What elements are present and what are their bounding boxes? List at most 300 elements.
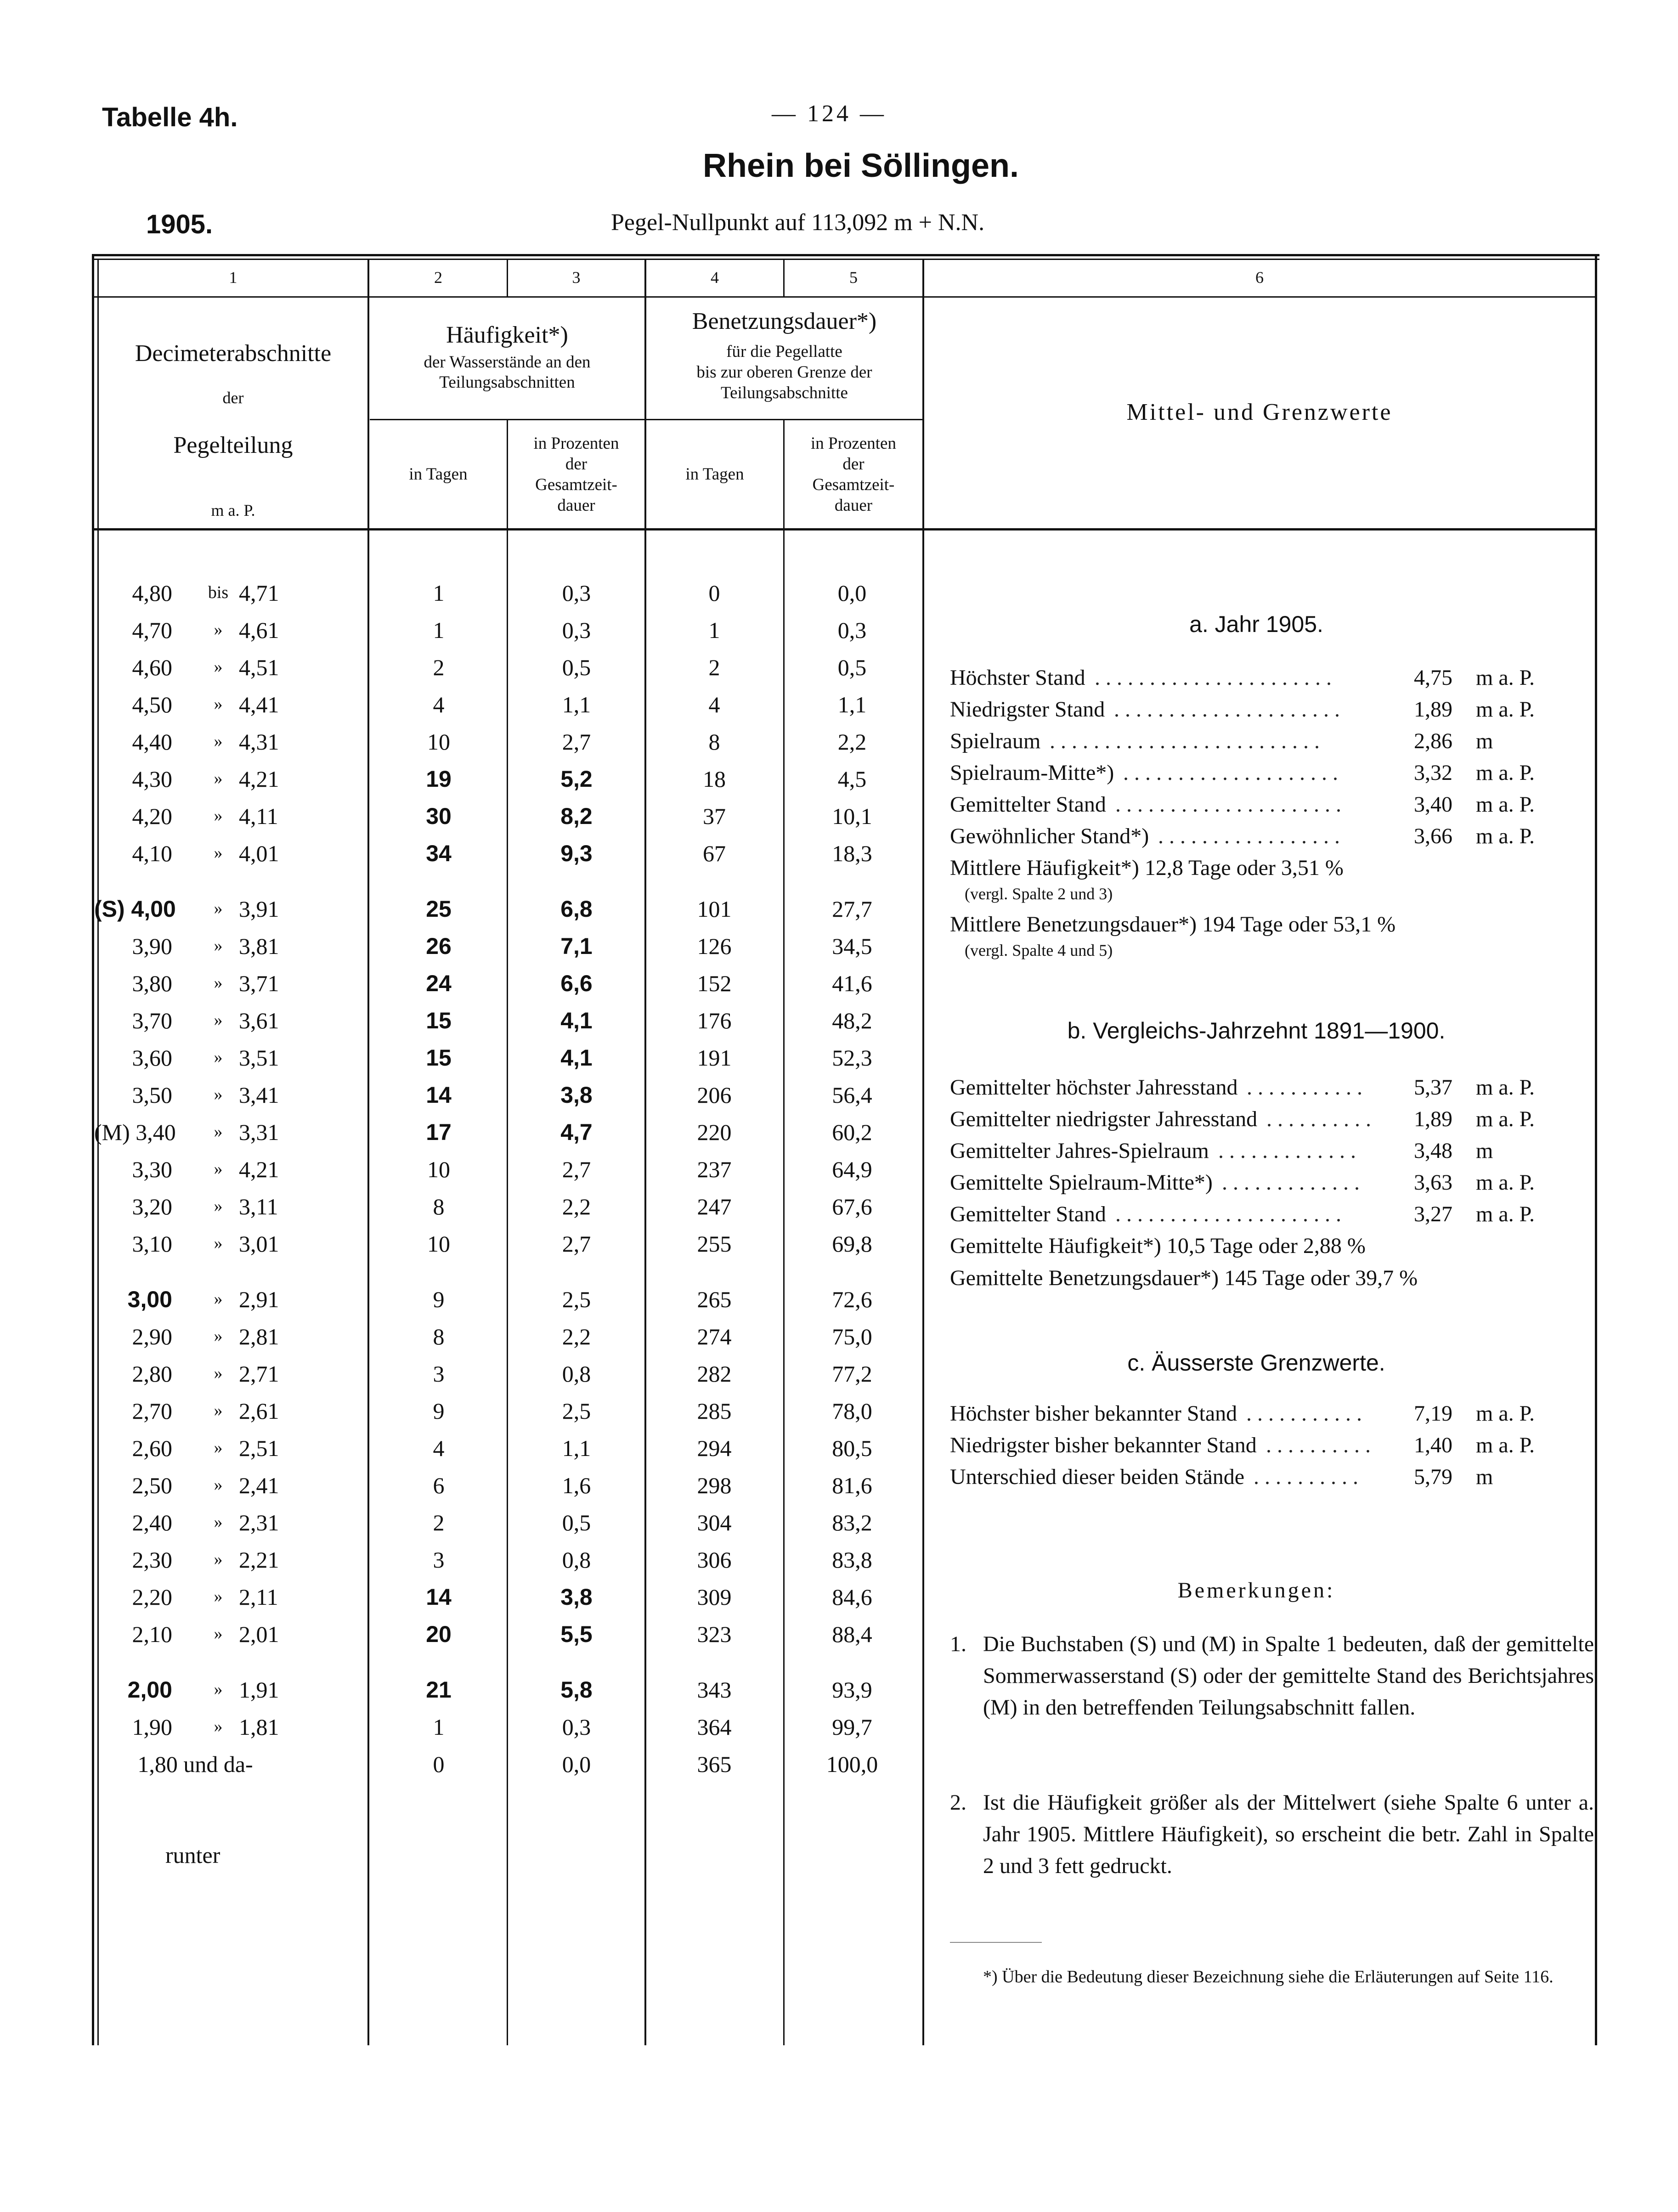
benetzung-prozent: 10,1	[832, 803, 872, 829]
benetzung-prozent: 100,0	[826, 1751, 878, 1777]
benetzung-prozent: 84,6	[832, 1584, 872, 1610]
item-unit: m a. P.	[1476, 1433, 1535, 1457]
table-row	[0, 1156, 928, 1194]
item-label: Spielraum	[950, 729, 1041, 753]
haeufigkeit-prozent: 0,8	[562, 1547, 591, 1573]
range-from: 1,80 und da-	[137, 1751, 253, 1777]
range-separator: »	[214, 936, 223, 955]
range-separator: »	[214, 1438, 223, 1457]
haeufigkeit-prozent: 0,0	[562, 1751, 591, 1777]
item-label: Gemittelter Stand	[950, 1202, 1106, 1226]
haeufigkeit-tage: 14	[426, 1082, 452, 1108]
haeufigkeit-prozent: 4,7	[560, 1119, 593, 1145]
benetzung-prozent: 83,2	[832, 1510, 872, 1535]
haeufigkeit-tage: 10	[427, 1157, 450, 1182]
range-separator: »	[214, 1624, 223, 1643]
range-from: 3,80	[132, 971, 172, 996]
year-label: 1905.	[146, 209, 213, 239]
range-from: 3,30	[132, 1157, 172, 1182]
remark-2-number: 2.	[950, 1790, 966, 1815]
range-from: 2,20	[132, 1584, 172, 1610]
col1-header-line3: Pegelteilung	[173, 432, 293, 458]
benetzung-prozent: 4,5	[837, 766, 867, 792]
col3-prozent-line4: dauer	[557, 496, 595, 515]
range-separator: »	[214, 1587, 223, 1606]
benetzung-tage: 247	[697, 1194, 732, 1219]
range-from: 3,10	[132, 1231, 172, 1257]
item-unit: m a. P.	[1476, 666, 1535, 690]
haeufigkeit-tage: 0	[433, 1751, 445, 1777]
haeufigkeit-prozent: 2,2	[562, 1324, 591, 1349]
benetzung-tage: 206	[697, 1082, 732, 1108]
item-unit: m	[1476, 1139, 1493, 1163]
section-c-item	[950, 1464, 1575, 1496]
section-b-item	[950, 1075, 1575, 1107]
range-from: 3,70	[132, 1008, 172, 1033]
section-b-haeufigkeit-text: Gemittelte Häufigkeit*) 10,5 Tage oder 2,88 %	[950, 1234, 1366, 1258]
haeufigkeit-tage: 19	[426, 766, 452, 792]
section-b-item	[950, 1138, 1575, 1170]
benetzung-prozent: 0,5	[837, 655, 867, 680]
item-value: 3,48	[1414, 1139, 1452, 1163]
benetzung-prozent: 60,2	[832, 1119, 872, 1145]
remark-1-text: Die Buchstaben (S) und (M) in Spalte 1 bedeuten, daß der gemittelte Sommerwasserstand (S) oder der gemittelte Stand des Berichtsjahres (M) in den betreffenden Teilungsabschnitt fallen.	[983, 1632, 1594, 1720]
range-from: 3,20	[132, 1194, 172, 1219]
remark-2	[950, 1787, 1594, 1915]
range-from: 2,10	[132, 1621, 172, 1647]
range-from: 2,00	[127, 1677, 172, 1703]
range-separator: »	[214, 843, 223, 863]
haeufigkeit-prozent: 1,1	[562, 1435, 591, 1461]
colnum-5: 5	[849, 268, 858, 287]
footnote-divider	[950, 1942, 1042, 1943]
item-label: Höchster bisher bekannter Stand	[950, 1401, 1237, 1426]
benetzung-tage: 285	[697, 1398, 732, 1424]
haeufigkeit-prozent: 5,5	[560, 1621, 593, 1647]
item-label: Niedrigster Stand	[950, 697, 1105, 722]
range-separator: »	[214, 657, 223, 677]
col1-header-line4: m a. P.	[211, 501, 255, 519]
haeufigkeit-tage: 8	[433, 1194, 445, 1219]
haeufigkeit-tage: 3	[433, 1361, 445, 1387]
range-separator: »	[214, 694, 223, 714]
range-separator: »	[214, 1717, 223, 1736]
haeufigkeit-tage: 30	[426, 803, 452, 829]
haeufigkeit-tage: 15	[426, 1008, 452, 1033]
benetzung-tage: 309	[697, 1584, 732, 1610]
range-separator: »	[214, 1401, 223, 1420]
haeufigkeit-tage: 2	[433, 1510, 445, 1535]
haeufigkeit-prozent: 0,5	[562, 655, 591, 680]
col1-header-line1: Decimeterabschnitte	[135, 340, 332, 367]
range-from: 2,40	[132, 1510, 172, 1535]
range-separator: »	[214, 1326, 223, 1346]
range-separator: »	[214, 1512, 223, 1532]
haeufigkeit-prozent: 0,8	[562, 1361, 591, 1387]
haeufigkeit-tage: 24	[426, 971, 452, 996]
table-row	[0, 803, 928, 841]
benetzung-tage: 343	[697, 1677, 732, 1703]
benetzung-prozent: 1,1	[837, 692, 867, 717]
haeufigkeit-tage: 8	[433, 1324, 445, 1349]
benetzung-prozent: 2,2	[837, 729, 867, 755]
col1-header-line2: der	[222, 389, 244, 407]
section-a-item	[950, 665, 1575, 697]
leader-dots: .....................	[1114, 697, 1345, 722]
haeufigkeit-tage: 2	[433, 655, 445, 680]
haeufigkeit-tage: 9	[433, 1287, 445, 1312]
benetzung-tage: 126	[697, 933, 732, 959]
range-to: 3,71	[239, 971, 279, 996]
range-to: 3,31	[239, 1119, 279, 1145]
range-from: 3,60	[132, 1045, 172, 1071]
range-to: 4,31	[239, 729, 279, 755]
range-from: 4,70	[132, 617, 172, 643]
table-row	[0, 1286, 928, 1324]
haeufigkeit-tage: 34	[426, 841, 452, 866]
col3-prozent-line2: der	[565, 455, 588, 474]
subheader-rule	[370, 419, 923, 420]
haeufigkeit-prozent: 3,8	[560, 1082, 593, 1108]
range-to: 2,11	[239, 1584, 278, 1610]
item-label: Höchster Stand	[950, 666, 1085, 690]
haeufigkeit-tage: 1	[433, 617, 445, 643]
item-value: 2,86	[1414, 729, 1452, 753]
footnote: *) Über die Bedeutung dieser Bezeichnung siehe die Erläuterungen auf Seite 116.	[983, 1967, 1554, 1986]
section-a-item	[950, 792, 1575, 824]
benetzung-sub3: Teilungsabschnitte	[721, 384, 848, 402]
remark-1-number: 1.	[950, 1632, 966, 1656]
range-to: 4,41	[239, 692, 279, 717]
range-from: 4,60	[132, 655, 172, 680]
range-to: 3,01	[239, 1231, 279, 1257]
benetzung-prozent: 41,6	[832, 971, 872, 996]
haeufigkeit-prozent: 5,8	[560, 1677, 593, 1703]
benetzung-prozent: 52,3	[832, 1045, 872, 1071]
range-from: 4,20	[132, 803, 172, 829]
haeufigkeit-prozent: 2,7	[562, 1157, 591, 1182]
range-from: 3,90	[132, 933, 172, 959]
range-from: 3,00	[127, 1287, 172, 1312]
benetzung-tage: 0	[708, 580, 720, 606]
haeufigkeit-prozent: 2,5	[562, 1287, 591, 1312]
range-separator: »	[214, 1364, 223, 1383]
colnum-2: 2	[434, 268, 442, 287]
haeufigkeit-prozent: 1,1	[562, 692, 591, 717]
item-label: Spielraum-Mitte*)	[950, 761, 1114, 785]
section-c-item	[950, 1401, 1575, 1433]
section-a-haeufigkeit	[950, 855, 1575, 887]
col5-prozent-line4: dauer	[834, 496, 873, 515]
leader-dots: .............	[1218, 1139, 1362, 1163]
haeufigkeit-prozent: 0,3	[562, 617, 591, 643]
item-unit: m a. P.	[1476, 1202, 1535, 1226]
table-row	[0, 728, 928, 766]
item-unit: m a. P.	[1476, 1170, 1535, 1195]
table-label: Tabelle 4h.	[102, 102, 238, 132]
haeufigkeit-prozent: 0,3	[562, 1714, 591, 1740]
section-b-benetzung-text: Gemittelte Benetzungsdauer*) 145 Tage oder 39,7 %	[950, 1266, 1418, 1290]
table-row	[0, 1230, 928, 1268]
item-value: 5,79	[1414, 1465, 1452, 1489]
benetzung-tage: 304	[697, 1510, 732, 1535]
pegel-nullpunkt: Pegel-Nullpunkt auf 113,092 m + N.N.	[611, 209, 985, 236]
benetzung-prozent: 77,2	[832, 1361, 872, 1387]
benetzung-prozent: 88,4	[832, 1621, 872, 1647]
table-row	[0, 1119, 928, 1157]
range-from: 2,80	[132, 1361, 172, 1387]
item-unit: m a. P.	[1476, 792, 1535, 817]
benetzung-prozent: 34,5	[832, 933, 872, 959]
item-unit: m a. P.	[1476, 1075, 1535, 1100]
table-row	[0, 1584, 928, 1621]
section-b-item	[950, 1106, 1575, 1139]
range-to: 4,71	[239, 580, 279, 606]
colnum-4: 4	[711, 268, 719, 287]
colnum-rule	[94, 296, 1596, 298]
range-to: 2,71	[239, 1361, 279, 1387]
section-b-haeufigkeit	[950, 1233, 1575, 1265]
table-row	[0, 1509, 928, 1547]
benetzung-tage: 294	[697, 1435, 732, 1461]
table-row	[0, 896, 928, 933]
benetzung-header: Benetzungsdauer*)	[692, 308, 877, 334]
range-from: (M) 3,40	[94, 1119, 176, 1145]
benetzung-prozent: 67,6	[832, 1194, 872, 1219]
range-from: 2,60	[132, 1435, 172, 1461]
table-row	[0, 766, 928, 803]
header-bottom-rule	[94, 528, 1596, 530]
haeufigkeit-prozent: 2,2	[562, 1194, 591, 1219]
haeufigkeit-tage: 1	[433, 580, 445, 606]
col3-prozent-line1: in Prozenten	[533, 434, 619, 453]
haeufigkeit-tage: 17	[426, 1119, 452, 1145]
range-from: 2,90	[132, 1324, 172, 1349]
haeufigkeit-tage: 6	[433, 1473, 445, 1498]
item-label: Niedrigster bisher bekannter Stand	[950, 1433, 1257, 1457]
haeufigkeit-tage: 14	[426, 1584, 452, 1610]
range-to: 4,11	[239, 803, 278, 829]
table-row	[0, 1676, 928, 1714]
section-a-benetzung-note: (vergl. Spalte 4 und 5)	[965, 941, 1113, 959]
range-to: 3,51	[239, 1045, 279, 1071]
benetzung-tage: 237	[697, 1157, 732, 1182]
benetzung-prozent: 48,2	[832, 1008, 872, 1033]
table-top-border	[92, 254, 1599, 256]
section-b-benetzung	[950, 1265, 1575, 1298]
benetzung-tage: 282	[697, 1361, 732, 1387]
item-value: 3,27	[1414, 1202, 1452, 1226]
haeufigkeit-tage: 4	[433, 1435, 445, 1461]
range-separator: »	[214, 1289, 223, 1309]
section-a-item	[950, 697, 1575, 729]
item-label: Gemittelte Spielraum-Mitte*)	[950, 1170, 1213, 1195]
range-from: 1,90	[132, 1714, 172, 1740]
table-row	[0, 1472, 928, 1510]
haeufigkeit-prozent: 6,6	[560, 971, 593, 996]
section-b-item	[950, 1202, 1575, 1234]
haeufigkeit-prozent: 4,1	[560, 1008, 593, 1033]
range-from: 4,30	[132, 766, 172, 792]
benetzung-tage: 323	[697, 1621, 732, 1647]
range-separator: »	[214, 769, 223, 788]
benetzung-tage: 306	[697, 1547, 732, 1573]
benetzung-prozent: 18,3	[832, 841, 872, 866]
table-right-border	[1595, 254, 1597, 2045]
table-row	[0, 1714, 928, 1751]
col3-prozent-line3: Gesamtzeit-	[535, 475, 617, 494]
colnum-6: 6	[1255, 268, 1264, 287]
benetzung-tage: 2	[708, 655, 720, 680]
benetzung-tage: 176	[697, 1008, 732, 1033]
range-separator: »	[214, 1010, 223, 1030]
benetzung-tage: 4	[708, 692, 720, 717]
section-b-title: b. Vergleichs-Jahrzehnt 1891—1900.	[1067, 1018, 1446, 1044]
table-row	[0, 933, 928, 971]
last-row-continuation: runter	[165, 1842, 220, 1868]
range-separator: »	[214, 1680, 223, 1699]
remarks-title: Bemerkungen:	[1177, 1578, 1335, 1603]
range-separator: bis	[208, 583, 229, 602]
haeufigkeit-header: Häufigkeit*)	[446, 322, 568, 348]
table-row	[0, 691, 928, 729]
section-a-haeufigkeit-text: Mittlere Häufigkeit*) 12,8 Tage oder 3,51 %	[950, 856, 1344, 880]
range-separator: »	[214, 620, 223, 639]
item-label: Gemittelter niedrigster Jahresstand	[950, 1107, 1258, 1131]
range-separator: »	[214, 1122, 223, 1141]
benetzung-tage: 265	[697, 1287, 732, 1312]
section-c-title: c. Äusserste Grenzwerte.	[1127, 1350, 1385, 1376]
haeufigkeit-sub2: Teilungsabschnitten	[439, 373, 575, 392]
item-value: 1,89	[1414, 1107, 1452, 1131]
range-from: (S) 4,00	[94, 896, 176, 922]
table-row	[0, 1546, 928, 1584]
range-separator: »	[214, 1234, 223, 1253]
item-label: Unterschied dieser beiden Stände	[950, 1465, 1245, 1489]
item-value: 7,19	[1414, 1401, 1452, 1426]
range-to: 2,21	[239, 1547, 279, 1573]
section-a-benetzung-text: Mittlere Benetzungsdauer*) 194 Tage oder 53,1 %	[950, 912, 1396, 937]
range-from: 4,50	[132, 692, 172, 717]
table-row	[0, 970, 928, 1008]
item-value: 4,75	[1414, 666, 1452, 690]
leader-dots: ...........	[1247, 1075, 1368, 1100]
range-separator: »	[214, 806, 223, 825]
haeufigkeit-tage: 9	[433, 1398, 445, 1424]
benetzung-tage: 18	[703, 766, 726, 792]
table-row	[0, 1360, 928, 1398]
range-to: 2,91	[239, 1287, 279, 1312]
item-value: 5,37	[1414, 1075, 1452, 1100]
item-label: Gemittelter Stand	[950, 792, 1106, 817]
range-separator: »	[214, 1475, 223, 1495]
benetzung-tage: 274	[697, 1324, 732, 1349]
table-row	[0, 1193, 928, 1231]
section-a-item	[950, 760, 1575, 792]
benetzung-prozent: 0,3	[837, 617, 867, 643]
haeufigkeit-prozent: 2,7	[562, 729, 591, 755]
benetzung-tage: 255	[697, 1231, 732, 1257]
item-value: 1,89	[1414, 697, 1452, 722]
range-from: 2,70	[132, 1398, 172, 1424]
colnum-3: 3	[572, 268, 581, 287]
col5-prozent-line1: in Prozenten	[811, 434, 896, 453]
haeufigkeit-prozent: 0,5	[562, 1510, 591, 1535]
range-separator: »	[214, 1196, 223, 1216]
leader-dots: .....................	[1115, 792, 1347, 817]
benetzung-prozent: 83,8	[832, 1547, 872, 1573]
table-row	[0, 580, 928, 617]
range-to: 2,01	[239, 1621, 279, 1647]
section-a-item	[950, 824, 1575, 856]
range-to: 2,41	[239, 1473, 279, 1498]
range-to: 4,61	[239, 617, 279, 643]
leader-dots: ......................	[1095, 666, 1337, 690]
haeufigkeit-prozent: 7,1	[560, 933, 593, 959]
haeufigkeit-prozent: 2,7	[562, 1231, 591, 1257]
benetzung-prozent: 27,7	[832, 896, 872, 922]
haeufigkeit-tage: 21	[426, 1677, 452, 1703]
item-value: 3,32	[1414, 761, 1452, 785]
page-title: Rhein bei Söllingen.	[703, 147, 1019, 184]
leader-dots: ..........	[1254, 1465, 1364, 1489]
benetzung-prozent: 56,4	[832, 1082, 872, 1108]
range-from: 4,10	[132, 841, 172, 866]
benetzung-tage: 37	[703, 803, 726, 829]
haeufigkeit-prozent: 4,1	[560, 1045, 593, 1071]
col5-prozent-line3: Gesamtzeit-	[812, 475, 895, 494]
leader-dots: .........................	[1050, 729, 1325, 753]
table-row	[0, 1082, 928, 1119]
benetzung-tage: 298	[697, 1473, 732, 1498]
item-label: Gemittelter höchster Jahresstand	[950, 1075, 1238, 1100]
benetzung-tage: 101	[697, 896, 732, 922]
table-row	[0, 1751, 928, 1789]
benetzung-tage: 364	[697, 1714, 732, 1740]
range-from: 3,50	[132, 1082, 172, 1108]
benetzung-tage: 1	[708, 617, 720, 643]
item-label: Gemittelter Jahres-Spielraum	[950, 1139, 1209, 1163]
section-a-haeufigkeit-note: (vergl. Spalte 2 und 3)	[965, 885, 1113, 903]
range-separator: »	[214, 973, 223, 993]
table-row	[0, 1435, 928, 1473]
leader-dots: ....................	[1123, 761, 1344, 785]
table-row	[0, 617, 928, 655]
benetzung-tage: 67	[703, 841, 726, 866]
haeufigkeit-tage: 10	[427, 1231, 450, 1257]
section-a-item	[950, 728, 1575, 761]
range-to: 1,81	[239, 1714, 279, 1740]
range-to: 2,61	[239, 1398, 279, 1424]
range-to: 2,51	[239, 1435, 279, 1461]
haeufigkeit-prozent: 6,8	[560, 896, 593, 922]
table-row	[0, 1323, 928, 1361]
col4-in-tagen: in Tagen	[685, 465, 744, 484]
haeufigkeit-prozent: 9,3	[560, 841, 593, 866]
item-value: 1,40	[1414, 1433, 1452, 1457]
benetzung-sub2: bis zur oberen Grenze der	[696, 363, 872, 382]
benetzung-prozent: 64,9	[832, 1157, 872, 1182]
range-to: 3,81	[239, 933, 279, 959]
leader-dots: .............	[1222, 1170, 1365, 1195]
range-separator: »	[214, 1159, 223, 1179]
item-unit: m	[1476, 1465, 1493, 1489]
benetzung-prozent: 81,6	[832, 1473, 872, 1498]
item-unit: m a. P.	[1476, 824, 1535, 848]
range-from: 4,40	[132, 729, 172, 755]
remark-1	[950, 1628, 1594, 1784]
range-from: 4,80	[132, 580, 172, 606]
